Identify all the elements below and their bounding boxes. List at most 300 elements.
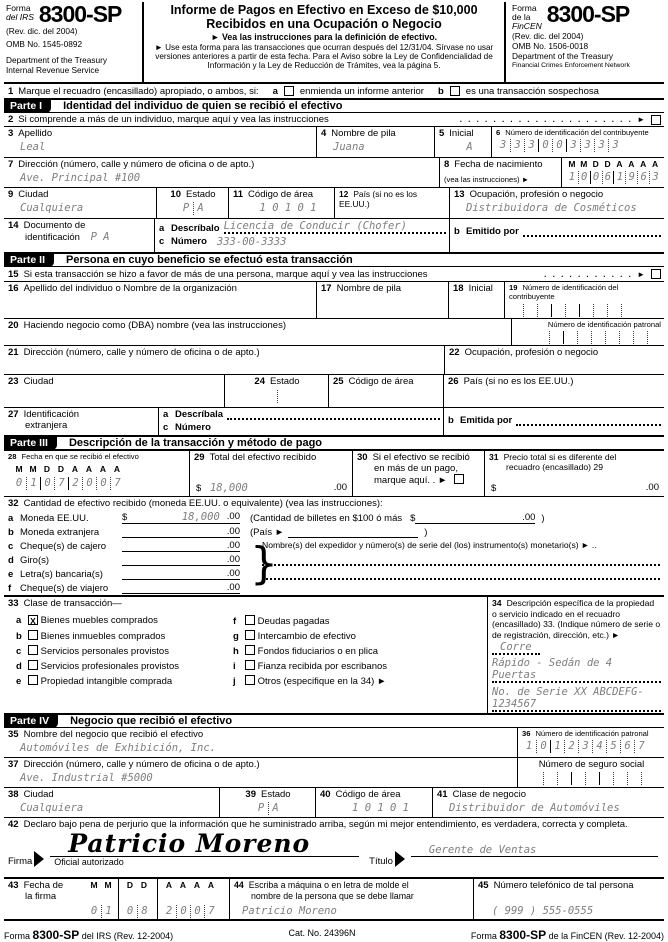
firma-mm-boxes[interactable]: 0 1 [87,905,115,918]
row-37 [4,757,664,787]
checkbox-servicios-personales[interactable] [28,645,38,655]
line38-number: 38 [8,789,19,801]
checkbox-fianza-escribanos[interactable] [245,660,255,670]
expedidor-line-1[interactable] [262,554,660,566]
titulo-arrow-icon [395,851,405,867]
apellido-value[interactable]: Leal [20,141,46,153]
part2-title: Persona en cuyo beneficio se efectuó esta transacción [66,254,353,266]
line20-label: Haciendo negocio como (DBA) nombre (vea las instrucciones) [23,320,287,331]
part4-label: Parte IV [4,714,58,728]
note-100-bills: (Cantidad de billetes en $100 ó más [250,513,403,524]
line42-number: 42 [8,819,19,831]
footer-right: Forma 8300-SP de la FinCEN (Rev. 12-2004) [470,928,664,942]
field-telefono[interactable] [473,879,664,919]
inicial-value[interactable]: A [466,141,473,153]
part3-label: Parte III [4,436,57,450]
part1-title: Identidad del individuo de quien se recibió el efectivo [63,100,343,112]
line27-a-label: Descríbala [175,409,224,420]
checkbox-bienes-inmuebles[interactable] [28,630,38,640]
brace-glyph: } [250,538,278,589]
header-center [142,2,506,82]
field-id-extranjera [4,408,158,435]
field-fecha-firma[interactable]: 43 Fecha de la firma M M 0 1 [4,879,118,919]
line2-number: 2 [8,114,14,125]
line29-dollar: $ [196,483,202,494]
line27-number: 27 [8,409,19,420]
line19-number: 19 [509,283,518,292]
amended-report-checkbox[interactable] [284,86,294,96]
descripcion-doc-value[interactable]: Licencia de Conducir (Chofer) [223,220,407,232]
line44-number: 44 [234,880,244,891]
line19-label: Número de identificación del contribuyente [509,283,619,301]
line45-label: Número telefónico de tal persona [493,880,634,892]
line15-number: 15 [8,268,19,280]
part4-title: Negocio que recibió el efectivo [70,715,233,728]
line14-number: 14 [8,220,19,231]
header-right-fincen [506,2,664,82]
cash-items [8,510,240,594]
titulo-label: Título [369,856,393,868]
codigo-area-negocio-value[interactable]: 1 0 1 0 1 [352,802,409,815]
field-fecha-nacimiento[interactable] [561,158,664,187]
line27-c-label: Número [175,422,211,433]
declaration-text: Declaro bajo pena de perjurio que la información que he suministrado arriba, según mi mejor entendimiento, es verdadera, correcta y completa. [23,819,628,831]
line21-number: 21 [8,347,19,358]
row-33-34 [4,595,664,713]
line27-label2: extranjera [25,420,68,431]
field-total-efectivo[interactable] [189,451,352,496]
checkbox-otros[interactable] [245,675,255,685]
line44-label2: nombre de la persona que se debe llamar [251,890,414,901]
row-43-45 [4,877,664,919]
header-note-2: ► Use esta forma para las transacciones que ocurran después del 12/31/04. Sírvase no usar versiones anteriores a partir de esta fecha. Para el Aviso sobre la Ley de Confidencialidad de Información y la Ley de Reducción de Trámites, vea la página 5. [154,43,494,71]
part2-bar [4,252,664,266]
field-ocupacion-2[interactable] [444,346,664,374]
line35-label: Nombre del negocio que recibió el efectivo [23,729,204,741]
field-persona-llamar[interactable] [229,879,473,919]
line36-number: 36 [522,729,531,739]
checkbox-servicios-profesionales[interactable] [28,660,38,670]
row-27 [4,407,664,435]
field-fecha-efectivo[interactable] [4,451,189,496]
line28-label: Fecha en que se recibió el efectivo [21,452,139,461]
line8-number: 8 [444,159,450,170]
line4-number: 4 [321,128,327,139]
right-omb-number: OMB No. 1506-0018 [512,41,589,52]
line1-a: a [272,85,278,97]
line20-ein-label: Número de identificación patronal [547,320,661,329]
line7-number: 7 [8,159,14,170]
field-nombre-negocio[interactable] [4,728,517,757]
header-left-irs [4,2,142,82]
line39-number: 39 [245,789,256,801]
ciudad-1-value[interactable]: Cualquiera [20,202,84,214]
line16-number: 16 [8,283,19,294]
ssn-negocio-digit-boxes[interactable] [522,772,661,785]
line43-label1: Fecha de [23,880,64,892]
line31-label1: Precio total si es diferente del [503,452,617,462]
cash-item-d[interactable]: d Giro(s) .00 [8,554,240,566]
line29-label: Total del efectivo recibido [209,452,317,463]
line2-text: Si comprende a más de un individuo, marque aquí y vea las instrucciones [18,114,329,125]
row-42-signature [4,817,664,877]
left-forma-label: Forma [6,3,31,13]
line11-number: 11 [233,189,244,200]
line4-label: Nombre de pila [331,128,396,139]
form-header [4,2,664,82]
field-precio-total[interactable] [484,451,664,496]
row-7-8 [4,157,664,187]
field-apellido-org[interactable] [4,282,316,318]
field-fecha-firma-aaaa[interactable]: A A A A 2 0 0 7 [157,879,229,919]
line2-leader: . . . . . . . . . . . . . . . . . . . . . ► [459,115,647,124]
field-estado-2[interactable] [224,375,328,407]
field-estado-negocio[interactable] [219,788,315,817]
line40-number: 40 [320,789,331,801]
cash-item-a[interactable]: a Moneda EE.UU. $ 18,000 .00 [8,511,240,524]
line41-label: Clase de negocio [452,789,526,801]
field-emitida-por[interactable]: b Emitida por [443,408,664,435]
line29-cents: .00 [333,482,347,493]
transaction-item-e[interactable]: e Propiedad intangible comprada [16,676,173,687]
signature-value[interactable]: Patricio Moreno [68,829,311,859]
line43-number: 43 [8,880,19,892]
line37-label: Dirección (número, calle y número de oficina o de apto.) [23,759,260,771]
line1-number: 1 [8,85,14,97]
direccion-1-value[interactable]: Ave. Principal #100 [20,172,141,184]
field-descripcion-propiedad[interactable] [487,597,664,713]
row-38-41 [4,787,664,817]
line33-label: Clase de transacción— [23,598,122,609]
header-note-1: ► Vea las instrucciones para la definición de efectivo. [210,32,438,42]
field-fecha-firma-dd[interactable]: D D 0 8 [118,879,157,919]
field-pais-1[interactable] [334,188,449,218]
firma-arrow-icon [34,851,44,867]
cash-item-e[interactable]: e Letra(s) bancaria(s) .00 [8,568,240,580]
note-100-bills-line[interactable]: .00 [415,512,535,524]
cash-item-a-label: Moneda EE.UU. [20,513,89,524]
row-9-13 [4,187,664,218]
line22-number: 22 [449,347,460,358]
ciudad-negocio-value[interactable]: Cualquiera [20,802,84,815]
line13-number: 13 [454,189,465,200]
line31-number: 31 [489,452,499,462]
row-line1 [4,82,664,98]
cash-item-b[interactable]: b Moneda extranjera .00 [8,526,240,538]
nombre-negocio-value[interactable]: Automóviles de Exhibición, Inc. [20,742,216,755]
line15-text: Si esta transacción se hizo a favor de más de una persona, marque aquí y vea las instrucciones [23,268,428,280]
transaction-item-g[interactable]: g Intercambio de efectivo [233,631,356,642]
field-codigo-area-negocio[interactable] [315,788,432,817]
row-21-22 [4,345,664,374]
field-ein-negocio[interactable] [517,728,664,757]
field-ciudad-2[interactable] [4,375,224,407]
field-documento-id[interactable] [4,219,154,252]
line32-number: 32 [8,498,19,509]
line21-label: Dirección (número, calle y número de oficina o de apto.) [23,347,260,358]
line31-label2: recuadro (encasillado) 29 [506,462,603,472]
checkbox-deudas-pagadas[interactable] [245,615,255,625]
numero-doc-value[interactable]: 333-00-3333 [216,236,287,248]
line1-b-label: es una transacción sospechosa [465,85,599,97]
line26-number: 26 [448,376,459,387]
field-direccion-1[interactable] [4,158,439,187]
cash-item-d-label: Giro(s) [20,555,50,566]
codigo-area-1-value[interactable]: 1 0 1 0 1 [259,202,317,214]
birthdate-digit-boxes[interactable]: 1 0 0 6 1 9 6 3 [566,171,661,184]
line18-number: 18 [453,283,464,294]
field-inicial-2[interactable] [448,282,504,318]
field-ciudad-negocio[interactable] [4,788,219,817]
field-inicial[interactable] [434,127,491,157]
checkbox-fondos-fiduciarios[interactable] [245,645,255,655]
right-department: Department of the Treasury [512,51,613,62]
line14-label1: Documento de [23,220,86,231]
left-omb-number: OMB No. 1545-0892 [6,39,83,50]
part4-bar [4,713,664,727]
field-ein-2[interactable] [511,319,664,345]
part3-title: Descripción de la transacción y método de pago [68,437,323,449]
line14-label2: identificación [25,232,80,243]
field-dba[interactable] [4,319,511,345]
total-efectivo-value[interactable]: 18,000 [209,482,248,494]
form-title-line2: Recibidos en una Ocupación o Negocio [206,17,442,31]
left-form-number: 8300-SP [38,1,122,27]
nombre-pila-value[interactable]: Juana [333,141,365,153]
cash-notes: (Cantidad de billetes en $100 ó más $ .00 ) (País ► ) } Nombre(s) del expedidor y número(s) de serie del (los) instrumento(s) monetario(s) ► .. [240,510,660,594]
line23-label: Ciudad [23,376,54,387]
birthdate-headers: M M D D A A A A [568,159,659,169]
cash-item-a-value[interactable]: 18,000 [181,511,220,523]
ocupacion-1-value[interactable]: Distribuidora de Cosméticos [466,202,637,214]
field-mas-de-un-pago [352,451,484,496]
line3-label: Apellido [18,128,53,139]
cash-item-f-label: Cheque(s) de viajero [20,583,109,594]
firma-aaaa-boxes[interactable]: 2 0 0 7 [162,905,226,918]
line28-number: 28 [8,452,17,461]
tin-digit-boxes[interactable]: 3 3 3 0 0 3 3 3 3 [496,139,661,152]
multiple-persons-checkbox[interactable] [651,269,661,279]
footer-left: Forma 8300-SP del IRS (Rev. 12-2004) [4,928,174,942]
part2-label: Parte II [4,253,54,267]
line10-number: 10 [170,189,181,200]
right-forma-label: Forma [512,3,537,13]
line1-a-label: enmienda un informe anterior [299,85,424,97]
field-ocupacion-1[interactable] [449,188,664,218]
transaction-item-b[interactable]: b Bienes inmuebles comprados [16,631,166,642]
transaction-item-j[interactable]: j Otros (especifique en la 34) ► [233,676,387,687]
line12-label: País (si no es los EE.UU.) [339,189,418,209]
field-tin-2[interactable] [504,282,664,318]
line23-number: 23 [8,376,19,387]
row-23-26 [4,374,664,407]
tin-2-digit-boxes[interactable] [509,304,661,317]
left-department: Department of the Treasury [6,54,107,65]
transaction-item-i[interactable]: i Fianza recibida por escribanos [233,661,388,672]
line22-label: Ocupación, profesión o negocio [464,347,599,358]
line24-label: Estado [270,376,300,387]
line15-leader: . . . . . . . . . . . ► [544,269,647,279]
field-tin[interactable] [491,127,664,157]
line14-c-label: Número [171,236,207,247]
footer-catalog-number: Cat. No. 24396N [288,928,356,939]
left-agency: Internal Revenue Service [6,65,100,76]
right-agency: Financial Crimes Enforcement Network [512,61,630,69]
left-revision: (Rev. dic. del 2004) [6,26,78,36]
transaction-item-d[interactable]: d Servicios profesionales provistos [16,661,179,672]
right-dela-label: de la [512,11,531,22]
right-fincen-label: FinCEN [512,20,542,31]
cash-item-c[interactable]: c Cheque(s) de cajero .00 [8,540,240,552]
line6-label: Número de identificación del contribuyente [505,128,649,137]
left-del-irs: del IRS [6,11,34,22]
right-revision: (Rev. dic. del 2004) [512,30,584,41]
field-estado-1[interactable] [156,188,228,218]
firma-dd-boxes[interactable]: 0 8 [123,905,154,918]
line13-label: Ocupación, profesión o negocio [469,189,604,200]
line41-number: 41 [437,789,448,801]
line37-ssn-label: Número de seguro social [538,759,645,771]
field-nombre-pila[interactable] [316,127,434,157]
footer-left-number: 8300-SP [32,928,80,942]
field-fecha-nacimiento-label [439,158,561,187]
documento-id-value[interactable]: P A [90,231,110,243]
line12-number: 12 [339,189,349,199]
ein-negocio-digit-boxes[interactable]: 1 0 1 2 3 4 5 6 7 [522,740,661,753]
row-3-6 [4,126,664,157]
line1-b: b [437,85,444,97]
cash-item-b-label: Moneda extranjera [20,527,100,538]
line33-number: 33 [8,598,19,609]
direccion-negocio-value[interactable]: Ave. Industrial #5000 [20,772,153,785]
line7-label: Dirección (número, calle y número de oficina o de apto.) [18,159,255,170]
line30-text1: Si el efectivo se recibió [372,452,470,463]
row-28-31 [4,449,664,496]
ein-2-digit-boxes[interactable] [516,331,661,344]
line17-number: 17 [321,283,332,294]
line44-label1: Escriba a máquina o en letra de molde el [248,880,409,891]
fecha-efectivo-digit-boxes[interactable]: 0 1 0 7 2 0 0 7 [8,477,186,490]
row-20 [4,318,664,345]
line18-label: Inicial [468,283,493,294]
form-footer [4,919,664,942]
persona-llamar-value[interactable]: Patricio Moreno [242,905,337,918]
part1-bar [4,98,664,112]
line45-number: 45 [478,880,489,892]
note-expedidor: Nombre(s) del expedidor y número(s) de serie del (los) instrumento(s) monetario(s) ► .. [262,540,597,550]
field-emitido-por[interactable]: b Emitido por [449,219,664,252]
field-direccion-negocio[interactable] [4,758,517,787]
field-clase-transaccion [4,597,487,713]
row-16-19 [4,281,664,318]
field-ssn-negocio[interactable] [517,758,664,787]
row-14 [4,218,664,252]
titulo-value[interactable]: Gerente de Ventas [428,844,537,857]
line27-label1: Identificación [23,409,80,420]
transaction-item-h[interactable]: h Fondos fiduciarios o en plica [233,646,379,657]
checkbox-propiedad-intangible[interactable] [28,675,38,685]
line39-label: Estado [261,789,291,801]
line31-dollar: $ [491,483,497,494]
field-pais-2[interactable] [443,375,664,407]
cash-item-e-label: Letra(s) bancaria(s) [20,569,103,580]
fecha-efectivo-headers: M M D D A A A A [15,464,121,474]
line5-label: Inicial [449,128,474,139]
clase-negocio-value[interactable]: Distribuidor de Automóviles [449,802,620,815]
estado-1-boxes[interactable]: P A [161,202,225,215]
line11-label: Código de área [248,189,314,200]
checkbox-bienes-muebles[interactable]: X [28,615,38,625]
signature-sub-label: Oficial autorizado [54,857,124,868]
footer-right-number: 8300-SP [499,928,547,942]
telefono-value[interactable]: ( 999 ) 555-0555 [492,905,594,918]
transaction-item-c[interactable]: c Servicios personales provistos [16,646,169,657]
row-line15 [4,266,664,281]
line32-label: Cantidad de efectivo recibido (moneda EE.UU. o equivalente) (vea las instrucciones): [23,498,383,509]
form-title-line1: Informe de Pagos en Efectivo en Exceso de $10,000 [170,3,478,17]
line8-label2: (vea las instrucciones) ► [444,175,530,184]
field-clase-negocio[interactable] [432,788,664,817]
part1-label: Parte I [4,99,51,113]
line25-number: 25 [333,376,344,387]
multiple-payments-checkbox[interactable] [454,474,464,484]
line30-text3: marque aquí. . ► [374,475,448,486]
part3-bar [4,435,664,449]
suspicious-transaction-checkbox[interactable] [450,86,460,96]
row-35-36 [4,727,664,757]
field-nombre-pila-2[interactable] [316,282,448,318]
checkbox-intercambio-efectivo[interactable] [245,630,255,640]
multiple-individuals-checkbox[interactable] [651,115,661,125]
firma-label: Firma [8,856,33,868]
descripcion-value-2[interactable]: Rápido - Sedán de 4 Puertas [492,657,613,682]
line37-number: 37 [8,759,19,771]
cash-item-c-label: Cheque(s) de cajero [20,541,107,552]
line24-number: 24 [254,376,265,387]
estado-negocio-boxes[interactable]: P A [224,802,312,815]
estado-2-boxes[interactable] [229,390,325,403]
line10-label: Estado [186,189,216,200]
line9-label: Ciudad [18,189,49,200]
transaction-item-f[interactable]: f Deudas pagadas [233,616,330,627]
field-direccion-2[interactable] [4,346,444,374]
line40-label: Código de área [335,789,401,801]
field-id-extranjera-detalle[interactable]: a Descríbala c Número [158,408,443,435]
field-documento-detalle[interactable]: a Descríbalo Licencia de Conducir (Chofer) c Número 333-00-3333 [154,219,449,252]
line14-a-label: Descríbalo [171,223,220,234]
transaction-item-a[interactable]: a X Bienes muebles comprados [16,615,158,626]
cash-item-f[interactable]: f Cheque(s) de viajero .00 [8,582,240,594]
line29-number: 29 [194,452,205,463]
field-apellido[interactable] [4,127,316,157]
line30-text2: en más de un pago, [374,463,458,474]
descripcion-value-1[interactable]: Corre [492,641,540,655]
line36-label: Número de identificación patronal [535,729,649,739]
line34-number: 34 [492,598,502,608]
note-pais: (País ► [250,527,285,538]
expedidor-line-2[interactable] [262,568,660,580]
line1-text: Marque el recuadro (encasillado) apropiado, o ambos, si: [18,85,259,97]
right-form-number: 8300-SP [546,1,630,27]
line27-b-label: Emitida por [460,415,513,426]
line3-number: 3 [8,128,14,139]
field-ciudad-1[interactable] [4,188,156,218]
descripcion-value-3[interactable]: No. de Serie XX ABCDEFG-1234567 [492,686,644,711]
line6-number: 6 [496,128,501,137]
field-codigo-area-2[interactable] [328,375,443,407]
line31-cents: .00 [645,482,659,493]
field-codigo-area-1[interactable] [228,188,334,218]
